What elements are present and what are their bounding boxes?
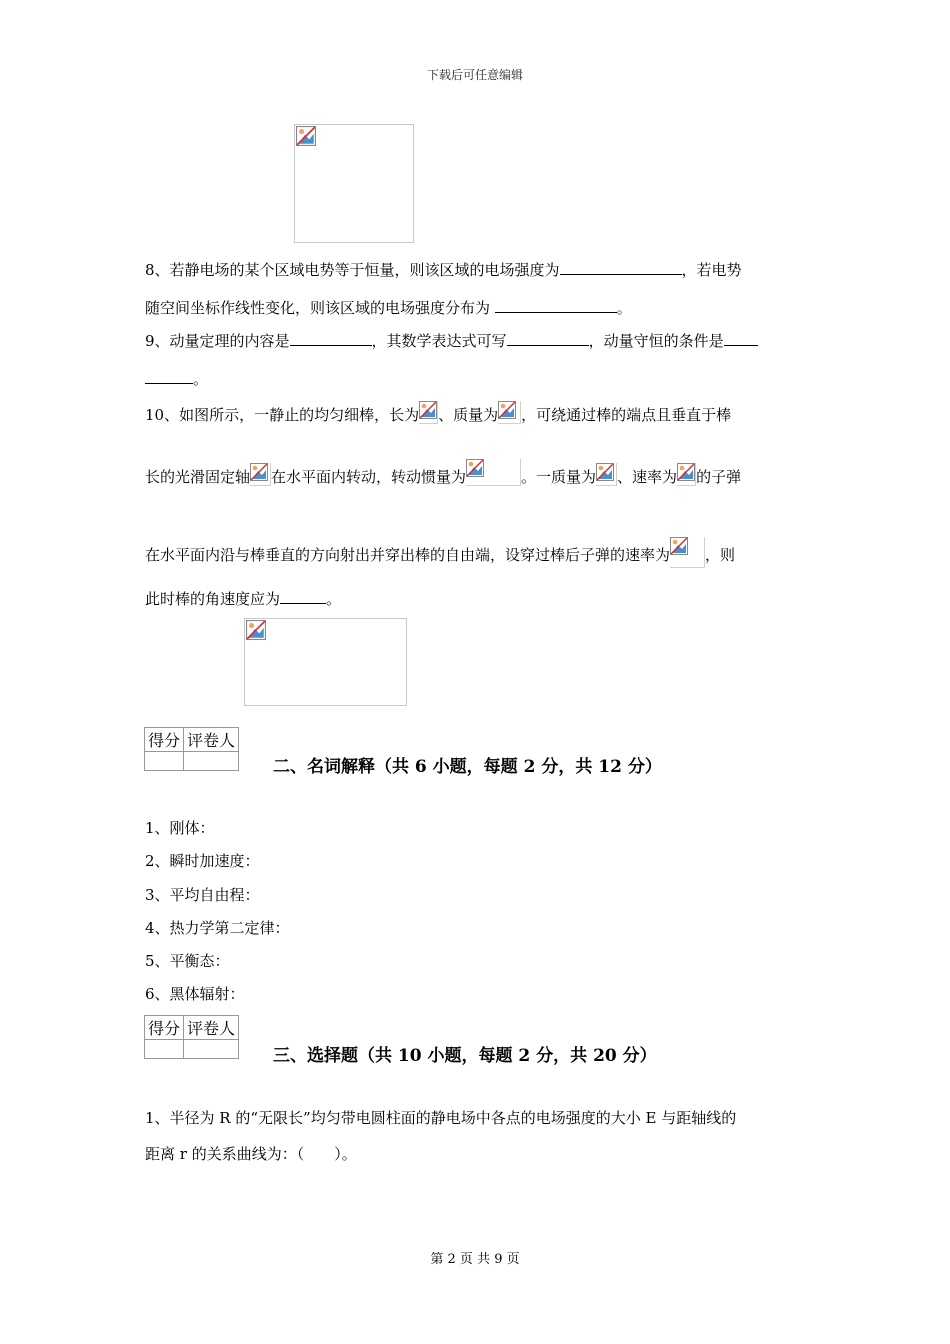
- broken-image-icon: [246, 620, 266, 640]
- q9-blank-2[interactable]: [507, 331, 589, 346]
- q9-blank-3a[interactable]: [724, 331, 758, 346]
- q9-line1: [145, 330, 758, 352]
- q10-blank-angular[interactable]: [280, 589, 326, 604]
- q10-text-h: 的子弹: [696, 468, 742, 486]
- broken-image-icon: [670, 537, 688, 555]
- score-label: 得分: [145, 1016, 184, 1040]
- q10-line1: [145, 401, 731, 426]
- formula-axis-image: [250, 463, 271, 486]
- mc-q1-line2: 距离 r 的关系曲线为：（ ）。: [145, 1145, 357, 1163]
- score-table-section2: [144, 727, 239, 771]
- q9-text-a: 9、动量定理的内容是: [145, 332, 290, 350]
- q8-blank-1[interactable]: [560, 260, 682, 275]
- q10-text-b: 、质量为: [438, 406, 499, 424]
- q10-text-i: 在水平面内沿与棒垂直的方向射出并穿出棒的自由端，设穿过棒后子弹的速率为: [145, 546, 671, 564]
- term-item: 4、热力学第二定律：: [145, 919, 290, 937]
- figure-placeholder-q10: [244, 618, 407, 706]
- broken-image-icon: [677, 463, 695, 481]
- q10-text-l: 。: [326, 590, 342, 608]
- q10-text-d: 长的光滑固定轴: [145, 468, 251, 486]
- q10-text-e: 在水平面内转动，转动惯量为: [271, 468, 467, 486]
- broken-image-icon: [296, 126, 316, 146]
- q9-text-d: 。: [193, 370, 209, 388]
- q10-line3: [145, 537, 735, 568]
- term-item: 6、黑体辐射：: [145, 985, 245, 1003]
- q8-text-a: 8、若静电场的某个区域电势等于恒量，则该区域的电场强度为: [145, 261, 560, 279]
- broken-image-icon: [419, 401, 437, 419]
- q10-text-j: ，则: [705, 546, 736, 564]
- grader-cell[interactable]: [184, 1040, 239, 1059]
- score-label: 得分: [145, 728, 184, 752]
- q10-text-f: 。一质量为: [521, 468, 597, 486]
- q10-line4: [145, 588, 341, 610]
- term-item: 1、刚体：: [145, 819, 215, 837]
- broken-image-icon: [596, 463, 614, 481]
- formula-inertia-image: [466, 459, 521, 486]
- q8-text-b: ，若电势: [681, 261, 742, 279]
- mc-q1-line1: 1、半径为 R 的“无限长”均匀带电圆柱面的静电场中各点的电场强度的大小 E 与距轴线的: [145, 1109, 737, 1127]
- term-item: 2、瞬时加速度：: [145, 852, 260, 870]
- score-table-section3: [144, 1015, 239, 1059]
- grader-cell[interactable]: [184, 752, 239, 771]
- formula-bullet-mass-image: [596, 463, 617, 486]
- section3-title: 三、选择题（共 10 小题，每题 2 分，共 20 分）: [273, 1046, 657, 1066]
- q9-blank-3b[interactable]: [145, 369, 193, 384]
- broken-image-icon: [250, 463, 268, 481]
- q8-line2: [145, 297, 632, 319]
- q8-text-d: 。: [616, 299, 632, 317]
- section2-title: 二、名词解释（共 6 小题，每题 2 分，共 12 分）: [273, 757, 662, 777]
- figure-placeholder-top: [294, 124, 414, 243]
- formula-mass-image: [498, 401, 521, 424]
- q9-text-c: ，动量守恒的条件是: [588, 332, 724, 350]
- page-header: 下载后可任意编辑: [426, 68, 523, 82]
- q9-text-b: ，其数学表达式可写: [371, 332, 507, 350]
- q8-text-c: 随空间坐标作线性变化，则该区域的电场强度分布为: [145, 299, 495, 317]
- q8-line1: [145, 259, 742, 281]
- grader-label: 评卷人: [184, 1016, 239, 1040]
- page-footer: 第 2 页 共 9 页: [430, 1252, 520, 1267]
- broken-image-icon: [498, 401, 516, 419]
- q9-line2: [145, 368, 208, 390]
- formula-speed-after-image: [670, 537, 705, 568]
- term-item: 5、平衡态：: [145, 952, 230, 970]
- q10-text-a: 10、如图所示，一静止的均匀细棒，长为: [145, 406, 420, 424]
- formula-length-image: [419, 401, 438, 424]
- q10-text-k: 此时棒的角速度应为: [145, 590, 281, 608]
- q9-blank-1[interactable]: [290, 331, 372, 346]
- q10-text-g: 、速率为: [617, 468, 678, 486]
- q8-blank-2[interactable]: [495, 298, 617, 313]
- term-item: 3、平均自由程：: [145, 886, 260, 904]
- score-cell[interactable]: [145, 752, 184, 771]
- broken-image-icon: [466, 459, 484, 477]
- q10-text-c: ，可绕通过棒的端点且垂直于棒: [521, 406, 732, 424]
- q10-line2: [145, 459, 741, 488]
- grader-label: 评卷人: [184, 728, 239, 752]
- formula-speed-image: [677, 463, 696, 486]
- score-cell[interactable]: [145, 1040, 184, 1059]
